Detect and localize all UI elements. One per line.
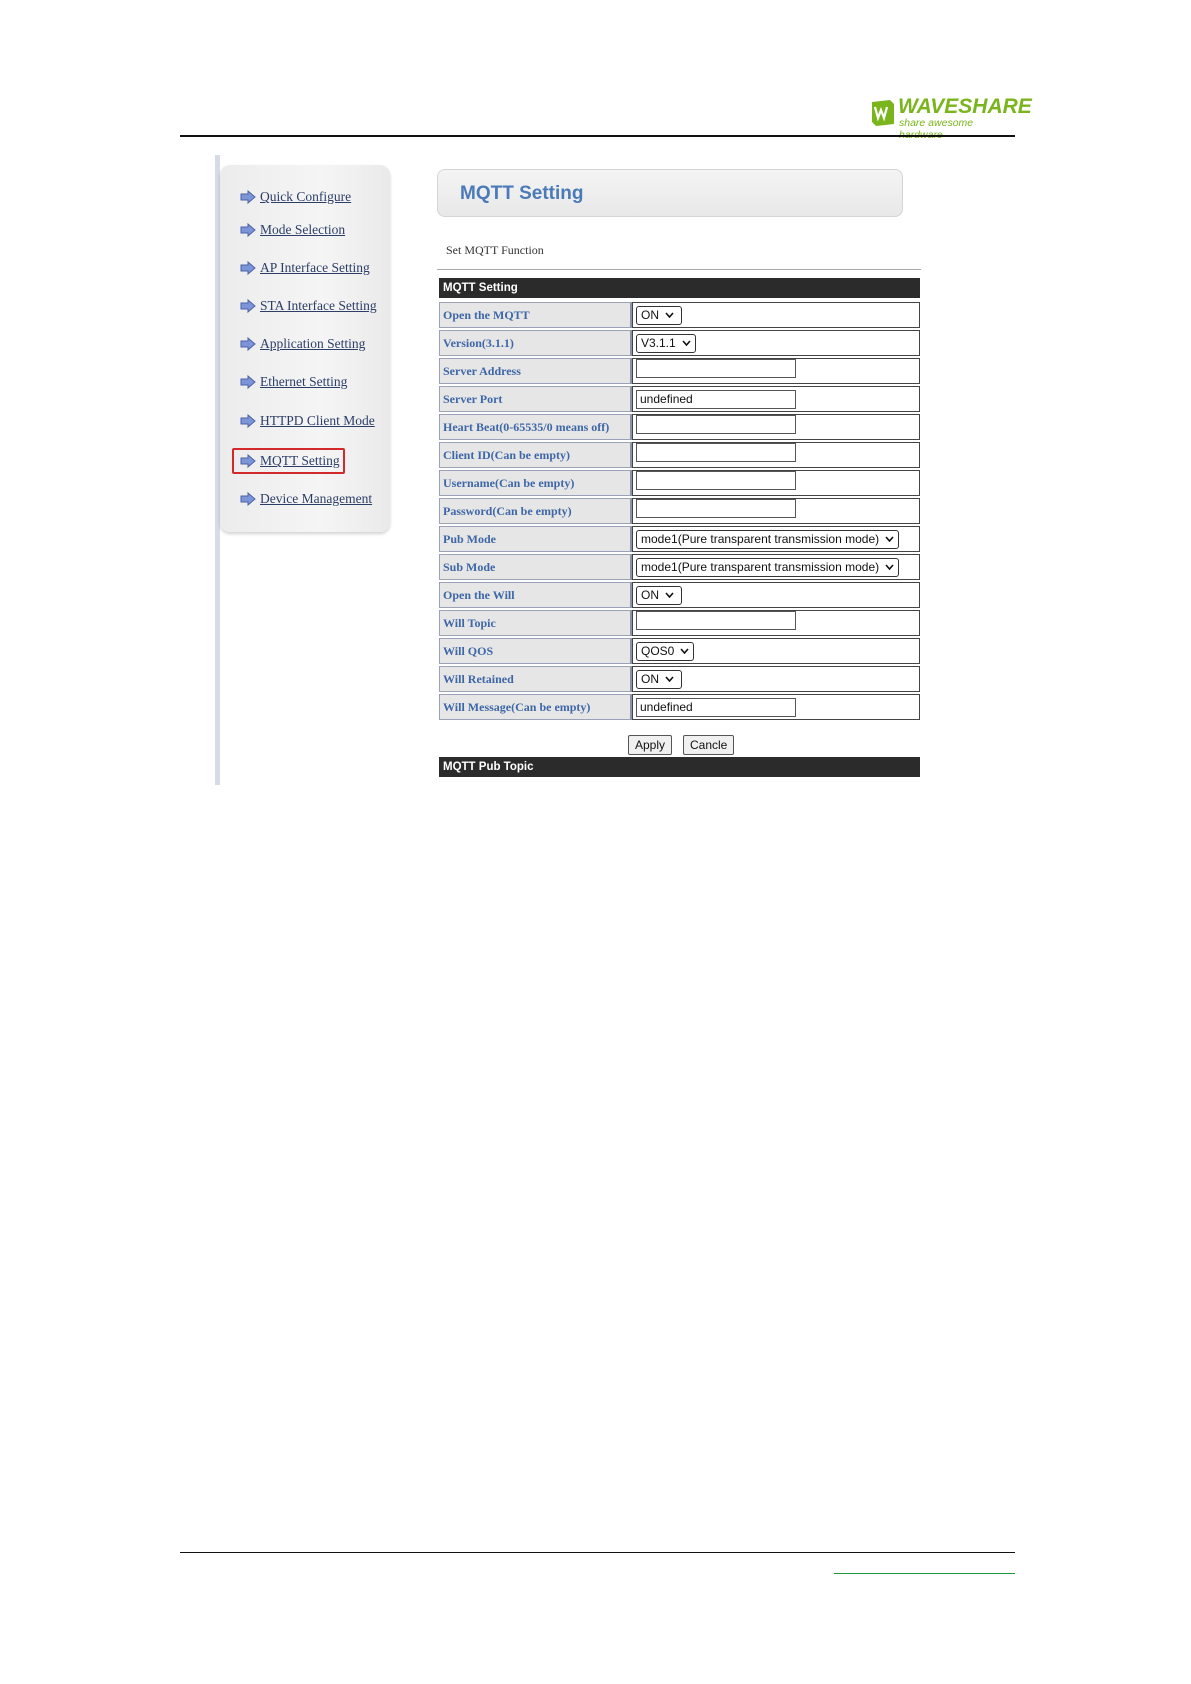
will-topic-input[interactable]	[636, 611, 796, 630]
arrow-right-icon	[240, 337, 256, 351]
form-row-password	[439, 498, 920, 524]
field-label: Will Message(Can be empty)	[439, 694, 632, 720]
arrow-right-icon	[240, 223, 256, 237]
sidebar-item-httpd-client-mode[interactable]	[240, 409, 375, 433]
form-row-server-address	[439, 358, 920, 384]
form-row-version	[439, 330, 920, 356]
sidebar-item-label[interactable]: STA Interface Setting	[260, 298, 377, 313]
sidebar-item-ethernet-setting[interactable]	[240, 370, 347, 394]
arrow-right-icon	[240, 375, 256, 389]
chevron-down-icon	[885, 536, 894, 542]
form-row-sub-mode	[439, 554, 920, 580]
form-row-pub-mode	[439, 526, 920, 552]
field-label: Client ID(Can be empty)	[439, 442, 632, 468]
sidebar-nav	[220, 165, 390, 532]
field-label: Username(Can be empty)	[439, 470, 632, 496]
form-row-heart-beat	[439, 414, 920, 440]
page-title-panel	[437, 169, 903, 217]
sidebar-item-quick-configure[interactable]	[240, 185, 351, 209]
will-message-input[interactable]: undefined	[636, 698, 796, 717]
field-label: Password(Can be empty)	[439, 498, 632, 524]
sidebar-item-label[interactable]: AP Interface Setting	[260, 260, 370, 275]
field-label: Sub Mode	[439, 554, 632, 580]
mqtt-settings-form	[439, 300, 920, 722]
field-label: Pub Mode	[439, 526, 632, 552]
sidebar-item-label[interactable]: Mode Selection	[260, 222, 346, 237]
sidebar-item-mqtt-setting[interactable]	[240, 449, 340, 473]
field-label: Open the MQTT	[439, 302, 632, 328]
logo-wordmark: WAVESHARE	[898, 95, 1032, 118]
form-row-will-qos	[439, 638, 920, 664]
footer-divider	[180, 1552, 1015, 1553]
field-label: Server Port	[439, 386, 632, 412]
version-select[interactable]: V3.1.1	[636, 334, 696, 353]
field-label: Heart Beat(0-65535/0 means off)	[439, 414, 632, 440]
form-row-server-port	[439, 386, 920, 412]
sidebar-item-label[interactable]: Device Management	[260, 491, 373, 506]
open-will-select[interactable]: ON	[636, 586, 682, 605]
form-row-open-will	[439, 582, 920, 608]
arrow-right-icon	[240, 414, 256, 428]
field-label: Version(3.1.1)	[439, 330, 632, 356]
form-row-username	[439, 470, 920, 496]
chevron-down-icon	[885, 564, 894, 570]
waveshare-logo	[870, 95, 1032, 132]
server-port-input[interactable]: undefined	[636, 390, 796, 409]
sidebar-item-application-setting[interactable]	[240, 332, 365, 356]
will-retained-select[interactable]: ON	[636, 670, 682, 689]
form-row-open-mqtt	[439, 302, 920, 328]
header-divider	[180, 135, 1015, 137]
field-label: Will QOS	[439, 638, 632, 664]
pub-mode-select[interactable]: mode1(Pure transparent transmission mode)	[636, 530, 899, 549]
field-label: Will Retained	[439, 666, 632, 692]
waveshare-logo-icon	[870, 98, 896, 128]
sidebar-item-label[interactable]: Ethernet Setting	[260, 374, 348, 389]
arrow-right-icon	[240, 190, 256, 204]
password-input[interactable]	[636, 499, 796, 518]
field-label: Server Address	[439, 358, 632, 384]
description-divider	[437, 269, 921, 270]
chevron-down-icon	[665, 312, 674, 318]
sidebar-item-label[interactable]: Quick Configure	[260, 189, 352, 204]
client-id-input[interactable]	[636, 443, 796, 462]
field-label: Open the Will	[439, 582, 632, 608]
form-row-will-retained	[439, 666, 920, 692]
chevron-down-icon	[665, 676, 674, 682]
sidebar-item-label[interactable]: MQTT Setting	[260, 453, 340, 468]
form-row-client-id	[439, 442, 920, 468]
form-row-will-message	[439, 694, 920, 720]
heart-beat-input[interactable]	[636, 415, 796, 434]
server-address-input[interactable]	[636, 359, 796, 378]
arrow-right-icon	[240, 299, 256, 313]
chevron-down-icon	[665, 592, 674, 598]
sidebar-item-ap-interface-setting[interactable]	[240, 256, 370, 280]
footer-link-underline	[834, 1573, 1015, 1574]
arrow-right-icon	[240, 261, 256, 275]
page-description: Set MQTT Function	[446, 243, 544, 257]
form-row-will-topic	[439, 610, 920, 636]
sidebar-item-label[interactable]: Application Setting	[260, 336, 366, 351]
apply-button[interactable]: Apply	[628, 735, 672, 755]
username-input[interactable]	[636, 471, 796, 490]
section-header-mqtt-setting: MQTT Setting	[439, 278, 920, 298]
sub-mode-select[interactable]: mode1(Pure transparent transmission mode)	[636, 558, 899, 577]
sidebar-item-device-management[interactable]	[240, 487, 372, 511]
logo-tagline: share awesome	[899, 117, 974, 129]
arrow-right-icon	[240, 454, 256, 468]
section-header-mqtt-pub-topic: MQTT Pub Topic	[439, 757, 920, 777]
sidebar-item-sta-interface-setting[interactable]	[240, 294, 377, 318]
chevron-down-icon	[682, 340, 691, 346]
sidebar-item-label[interactable]: HTTPD Client Mode	[260, 413, 375, 428]
arrow-right-icon	[240, 492, 256, 506]
cancel-button[interactable]: Cancle	[683, 735, 734, 755]
will-qos-select[interactable]: QOS0	[636, 642, 694, 661]
open-mqtt-select[interactable]: ON	[636, 306, 682, 325]
chevron-down-icon	[680, 648, 689, 654]
sidebar-item-mode-selection[interactable]	[240, 218, 345, 242]
page-title: MQTT Setting	[460, 183, 584, 204]
field-label: Will Topic	[439, 610, 632, 636]
